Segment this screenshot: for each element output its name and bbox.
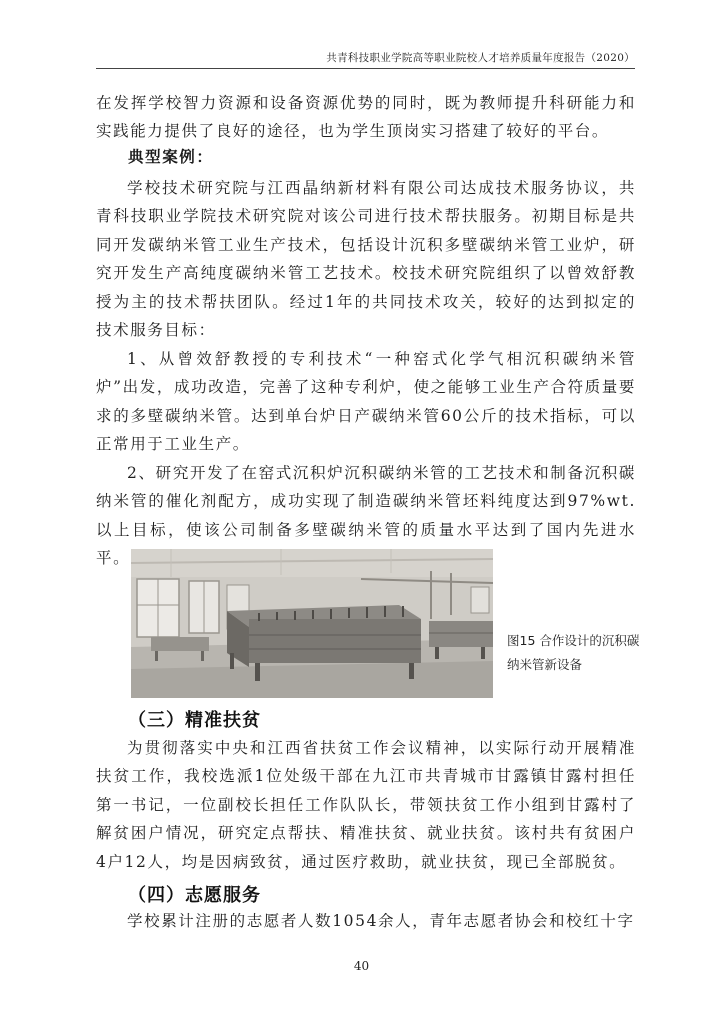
case-paragraph: 学校技术研究院与江西晶纳新材料有限公司达成技术服务协议，共青科技职业学院技术研究院对该公司进行技术帮扶服务。初期目标是共同开发碳纳米管工业生产技术，包括设计沉积多壁碳纳米管工业炉，研究开发生产高纯度碳纳米管工艺技术。校技术研究院组织了以曾效舒教授为主的技术帮扶团队。经过1年的共同技术攻关，较好的达到拟定的技术服务目标： bbox=[96, 179, 636, 340]
equipment-photo bbox=[131, 549, 493, 698]
volunteer-service-paragraph: 学校累计注册的志愿者人数1054余人，青年志愿者协会和校红十字 bbox=[127, 912, 635, 930]
intro-paragraph: 在发挥学校智力资源和设备资源优势的同时，既为教师提升科研能力和实践能力提供了良好的途径，也为学生顶岗实习搭建了较好的平台。 bbox=[96, 94, 636, 141]
header-rule bbox=[96, 68, 635, 69]
figure-caption: 图15 合作设计的沉积碳纳米管新设备 bbox=[507, 633, 640, 672]
page-number: 40 bbox=[353, 959, 370, 973]
section-title-poverty-alleviation: （三）精准扶贫 bbox=[128, 710, 261, 731]
running-header: 共青科技职业学院高等职业院校人才培养质量年度报告（2020） bbox=[326, 52, 635, 64]
section-title-volunteer-service: （四）志愿服务 bbox=[128, 885, 261, 906]
case-item-1: 1、从曾效舒教授的专利技术“一种窑式化学气相沉积碳纳米管炉”出发，成功改造，完善了这种专利炉，使之能够工业生产合符质量要求的多壁碳纳米管。达到单台炉日产碳纳米管60公斤的技术指标，可以正常用于工业生产。 bbox=[96, 350, 636, 454]
poverty-alleviation-paragraph: 为贯彻落实中央和江西省扶贫工作会议精神，以实际行动开展精准扶贫工作，我校选派1位处级干部在九江市共青城市甘露镇甘露村担任第一书记，一位副校长担任工作队队长，带领扶贫工作小组到甘露村了解贫困户情况，研究定点帮扶、精准扶贫、就业扶贫。该村共有贫困户4户12人，均是因病致贫，通过医疗救助，就业扶贫，现已全部脱贫。 bbox=[96, 739, 636, 871]
case-item-2: 2、研究开发了在窑式沉积炉沉积碳纳米管的工艺技术和制备沉积碳纳米管的催化剂配方，成功实现了制造碳纳米管坯料纯度达到97%wt.以上目标，使该公司制备多壁碳纳米管的质量水平达到了国内先进水平。 bbox=[96, 464, 636, 568]
case-heading: 典型案例： bbox=[128, 147, 214, 166]
